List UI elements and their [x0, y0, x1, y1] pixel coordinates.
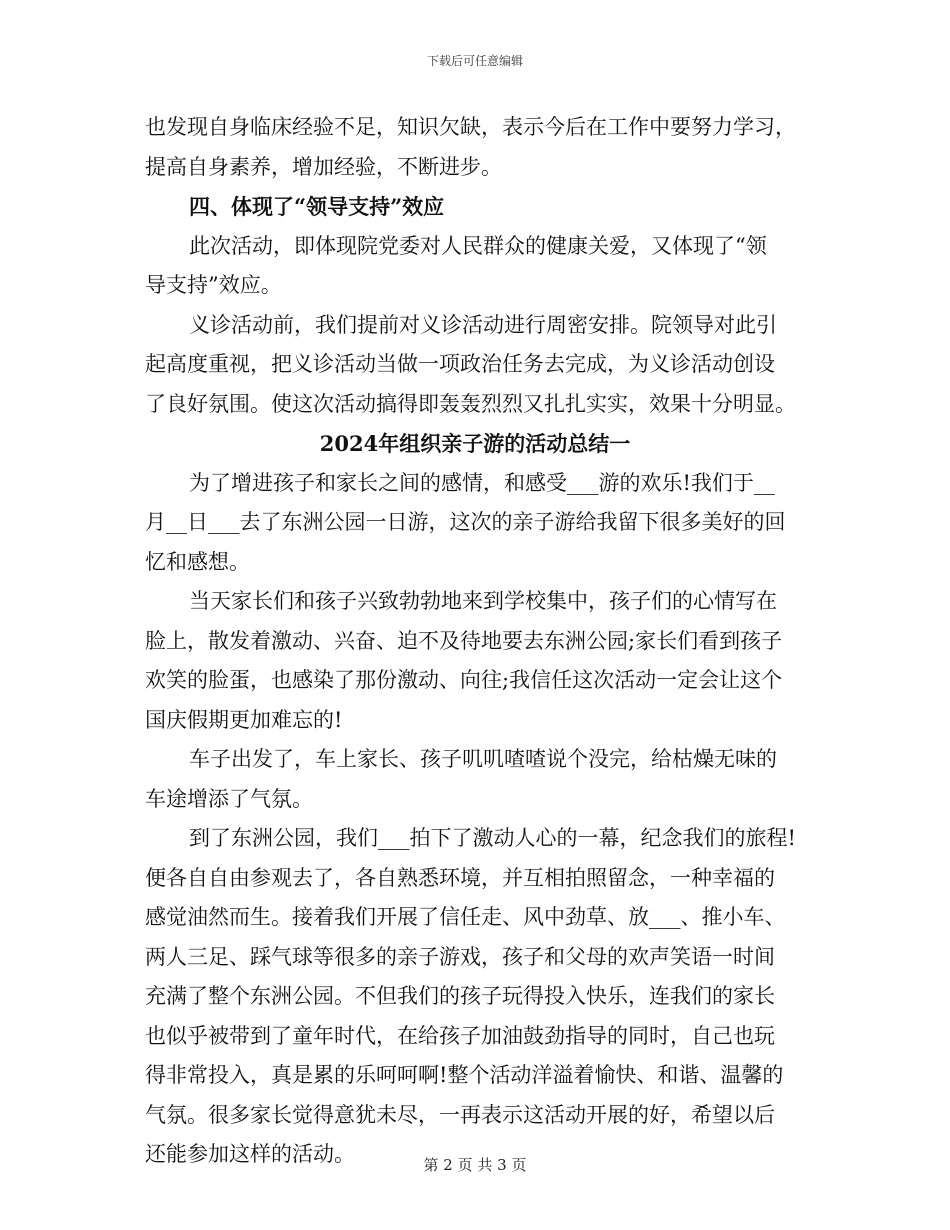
page-header: 下载后可任意编辑 — [426, 54, 523, 68]
text-line: 也发现自身临床经验不足，知识欠缺，表示今后在工作中要努力学习， — [145, 115, 796, 139]
text-line: 车途增添了气氛。 — [145, 786, 313, 811]
text-line: 还能参加这样的活动。 — [145, 1142, 355, 1166]
text-line: 忆和感想。 — [145, 549, 250, 574]
text-line: 便各自自由参观去了，各自熟悉环境，并互相拍照留念，一种幸福的 — [145, 865, 775, 890]
text-line: 感觉油然而生。接着我们开展了信任走、风中劲草、放___、推小车、 — [145, 905, 786, 929]
text-line: 充满了整个东洲公园。不但我们的孩子玩得投入快乐，连我们的家长 — [145, 984, 775, 1008]
paragraph-first-line: 义诊活动前，我们提前对义诊活动进行周密安排。院领导对此引 — [189, 312, 777, 337]
document-title: 2024年组织亲子游的活动总结一 — [319, 431, 631, 456]
paragraph-first-line: 此次活动，即体现院党委对人民群众的健康关爱，又体现了“领 — [189, 233, 767, 258]
text-line: 了良好氛围。使这次活动搞得即轰轰烈烈又扎扎实实，效果十分明显。 — [145, 391, 796, 416]
paragraph-first-line: 为了增进孩子和家长之间的感情，和感受___游的欢乐!我们于__ — [189, 470, 775, 495]
text-line: 也似乎被带到了童年时代，在给孩子加油鼓劲指导的同时，自己也玩 — [145, 1023, 775, 1048]
text-line: 提高自身素养，增加经验，不断进步。 — [145, 154, 502, 179]
text-line: 欢笑的脸蛋，也感染了那份激动、向往;我信任这次活动一定会让这个 — [145, 668, 783, 692]
text-line: 得非常投入，真是累的乐呵呵啊!整个活动洋溢着愉快、和谐、温馨的 — [145, 1063, 784, 1087]
text-line: 两人三足、踩气球等很多的亲子游戏，孩子和父母的欢声笑语一时间 — [145, 944, 775, 969]
text-line: 气氛。很多家长觉得意犹未尽，一再表示这活动开展的好，希望以后 — [145, 1102, 775, 1127]
paragraph-first-line: 车子出发了，车上家长、孩子叽叽喳喳说个没完，给枯燥无味的 — [189, 747, 777, 771]
text-line: 起高度重视，把义诊活动当做一项政治任务去完成，为义诊活动创设 — [145, 352, 775, 376]
document-body — [145, 108, 805, 1175]
page-footer: 第 2 页 共 3 页 — [423, 1156, 527, 1174]
text-line: 脸上，散发着激动、兴奋、迫不及待地要去东洲公园;家长们看到孩子 — [145, 628, 783, 653]
paragraph-first-line: 当天家长们和孩子兴致勃勃地来到学校集中，孩子们的心情写在 — [189, 589, 777, 613]
text-line: 月__日___去了东洲公园一日游，这次的亲子游给我留下很多美好的回 — [145, 510, 786, 534]
section-heading: 四、体现了“领导支持”效应 — [189, 194, 445, 219]
text-line: 导支持”效应。 — [145, 273, 282, 297]
paragraph-first-line: 到了东洲公园，我们___拍下了激动人心的一幕，纪念我们的旅程! — [189, 826, 796, 850]
text-line: 国庆假期更加难忘的! — [145, 707, 343, 732]
